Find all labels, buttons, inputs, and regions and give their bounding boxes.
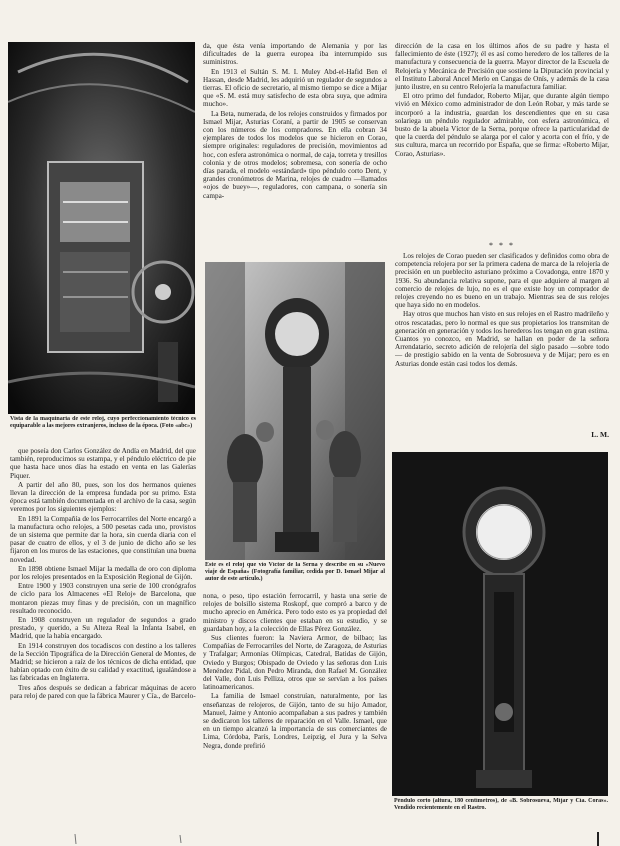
author-signature: L. M. — [591, 430, 609, 439]
paragraph: Tres años después se dedican a fabricar máquinas de acero para reloj de pared con que la fábrica Maurer y Cía., de Barcelo- — [10, 683, 196, 700]
paragraph: La familia de Ismael construían, naturalmente, por las enseñanzas de relojeros, de Gijón, tanto de su hijo Amador, Manuel, Jaime y Antonio acompañaban a sus padres y también se dedicaron los talleres de reparación en el Valle. Ismael, que en un tiempo alcanzó la importancia de sus comerciantes de Lima, Córdoba, París, Londres, Leipzig, el Jura y la Selva Negra, donde prefirió — [203, 692, 387, 750]
paragraph: da, que ésta venía importando de Alemania y por las dificultades de la guerra europea iba interrumpido sus suministros. — [203, 42, 387, 67]
paragraph: A partir del año 80, pues, son los dos hermanos quienes llevan la dirección de la empresa fundada por su primo. Esta época está también documentada en el archivo de la casa, según veremos por los siguientes ejemplos: — [10, 480, 196, 514]
middle-column-top-text — [203, 42, 387, 258]
paragraph: En 1913 el Sultán S. M. I. Muley Abd-el-Hafid Ben el Hassan, desde Madrid, les adquirió un regulador de segundos a tierras. El oficio de secretario, al mismo tiempo se dice a Mijar que «S. M. está muy satisfecho de esta obra suya, que admira mucho». — [203, 67, 387, 109]
middle-column-bottom-text — [203, 592, 387, 832]
machinery-caption: Vista de la maquinaria de este reloj, cuyo perfeccionamiento técnico es equiparable a las mejores extranjeros, incluso de la época. (Foto «abc») — [10, 416, 196, 429]
pendulum-clock-photo — [392, 452, 608, 796]
paragraph: En 1908 construyen un regulador de segundos a grado prestado, y querido, a Su Alteza Real la Infanta Isabel, en Madrid, que la había encargado. — [10, 616, 196, 641]
section-separator: * * * — [489, 241, 515, 250]
paragraph: dirección de la casa en los últimos años de su padre y hasta el fallecimiento de éste (1927); él es así como heredero de los talleres de la manufactura y consecuencia de la guerra. Mayor director de la Escuela de Relojería y Mecánica de Precisión que sostiene la Diputación provincial y el Instituto Laboral Ancel Merlo en Cangas de Onís, y además de la casa junto ilustre, en su centro Relojería la manufactura familiar. — [395, 42, 609, 92]
right-column-top-text — [395, 42, 609, 242]
paragraph: Hay otros que muchos han visto en sus relojes en el Rastro madrileño y otros rescatadas, pero lo normal es que sus propietarios los transmitan de generación en generación y todos los herederos los tengan en gran estima. Cuantos yo conozco, en Madrid, se hallan en poder de la señora Arrendatario, secreto adición de relojería del siglo pasado —sobre todo — de prestigio sabido en la venta de Sobrosueva y de Mijar; pero es en Asturias donde están casi todos los demás. — [395, 310, 609, 368]
family-clock-caption: Este es el reloj que vio Víctor de la Serna y describe en su «Nuevo viaje de España» (Fotografía familiar, cedida por D. Ismael Mijar al autor de este artículo.) — [205, 562, 385, 582]
paragraph: En 1914 construyen dos tocadiscos con destino a los talleres de la Sección Tipográfica de la Dirección General de Montes, de Madrid; se hicieron a raíz de los técnicos de dicha entidad, que habían optado con éxito de su calidad y exactitud, igualándose a las fabricadas en Inglaterra. — [10, 641, 196, 683]
paragraph: Entre 1900 y 1903 construyen una serie de 100 cronógrafos de ciclo para los Almacenes «El Reloj» de Barcelona, que montaron piezas muy finas y de precisión, con un magnífico resultado reconocido. — [10, 582, 196, 615]
pendulum-clock-caption: Péndulo corto (altura, 180 centímetros), de «B. Sobrosueva, Mijar y Cía. Coras». Vendido recientemente en el Rastro. — [394, 798, 608, 811]
paragraph: nona, o peso, tipo estación ferrocarril, y hasta una serie de relojes de bolsillo sistema Roskopf, que compró a barco y de mucho aprecio en América. Pero todo esto es ya propiedad del ministro y discos clientes que estaban en su estudio, y se guardaban hoy, a la colección de Ellas Pérez González. — [203, 592, 387, 633]
left-column-text — [10, 447, 196, 832]
page-edge-marks — [0, 832, 620, 846]
paragraph: Los relojes de Corao pueden ser clasificados y definidos como obra de competencia relojera por ser la primera cadena de marca de la relojería de precisión en un pueblecito asturiano próximo a Covadonga, entre 1870 y 1936. Su abundancia relativa supone, para el que adquiere al margen al comercio de relojes de lujo, no es el que existe hoy un comprador de relojes creyendo no es bueno en un trabajo. Mientras sea de sus relojes que haya sido no en modelos. — [395, 252, 609, 310]
paragraph: En 1898 obtiene Ismael Mijar la medalla de oro con diploma por los relojes presentados en la Exposición Regional de Gijón. — [10, 564, 196, 582]
right-column-middle-text — [395, 252, 609, 424]
paragraph: Sus clientes fueron: la Naviera Armor, de bilbao; las Compañías de Ferrocarriles del Norte, de Zaragoza, de Asturias y Trafalgar; Armonías Olímpicas, Catedral, Batidas de Gijón, Oviedo y Burgos; Obispado de Oviedo y las señoras don Luis Menéndez Pidal, don Pedro Miranda, don Rafael M. González del Valle, don Luis Pelliza, otros que se servían a los países latinoamericanos. — [203, 634, 387, 692]
paragraph: En 1891 la Compañía de los Ferrocarriles del Norte encargó a la manufactura ocho relojes, a 500 pesetas cada uno, provistos de un sistema que permite dar la hora, sin cuerda diaria con el pasar de cuatro de ellos, y el 3 de junio de dicho año se les fijaron en los muros de las estaciones, que constituían una buena novedad. — [10, 514, 196, 564]
clock-machinery-photo — [8, 42, 195, 414]
paragraph: La Beta, numerada, de los relojes construidos y firmados por Ismael Mijar, Asturias Coraní, a partir de 1905 se conservan con los números de los compradores. En ella cobran 34 ejemplares de todos los modelos que se hicieron en Corao, siempre originales: reguladores de precisión, movimientos ad hoc, con esfera astronómica o normal, de caja, torreta y tresillos colonia y de otros modelos; sobremesa, con sonería de ocho días parada, el modelo «estándard» tipo péndulo corto Dent, y grandes cronómetros de Marina, relojes de cuadro —llamados «ojos de buey»—, reguladores, con campana, o sonería sin campa- — [203, 109, 387, 200]
family-clock-photo — [205, 262, 385, 560]
paragraph: que poseía don Carlos González de Andía en Madrid, del que también, reproducimos su estampa, y el péndulo eléctrico de pie que hasta hace unos días ha estado en venta en las Galerías Piquer. — [10, 447, 196, 480]
paragraph: El otro primo del fundador, Roberto Mijar, que durante algún tiempo vivió en México como administrador de don León Robar, y más tarde se incorporó a la industria, guardan los descendientes que en su casa solariega un péndulo regulador admirable, con esfera astronómica, el busto de la abuela Víctor de la Serna, porque ofrece la particularidad de que la cuerda del péndulo se alarga por el calor y acorta con el frío, y de sus cultura, marca un recorrido por España, que se firma: «Roberto Mijar, Corao, Asturias». — [395, 92, 609, 158]
